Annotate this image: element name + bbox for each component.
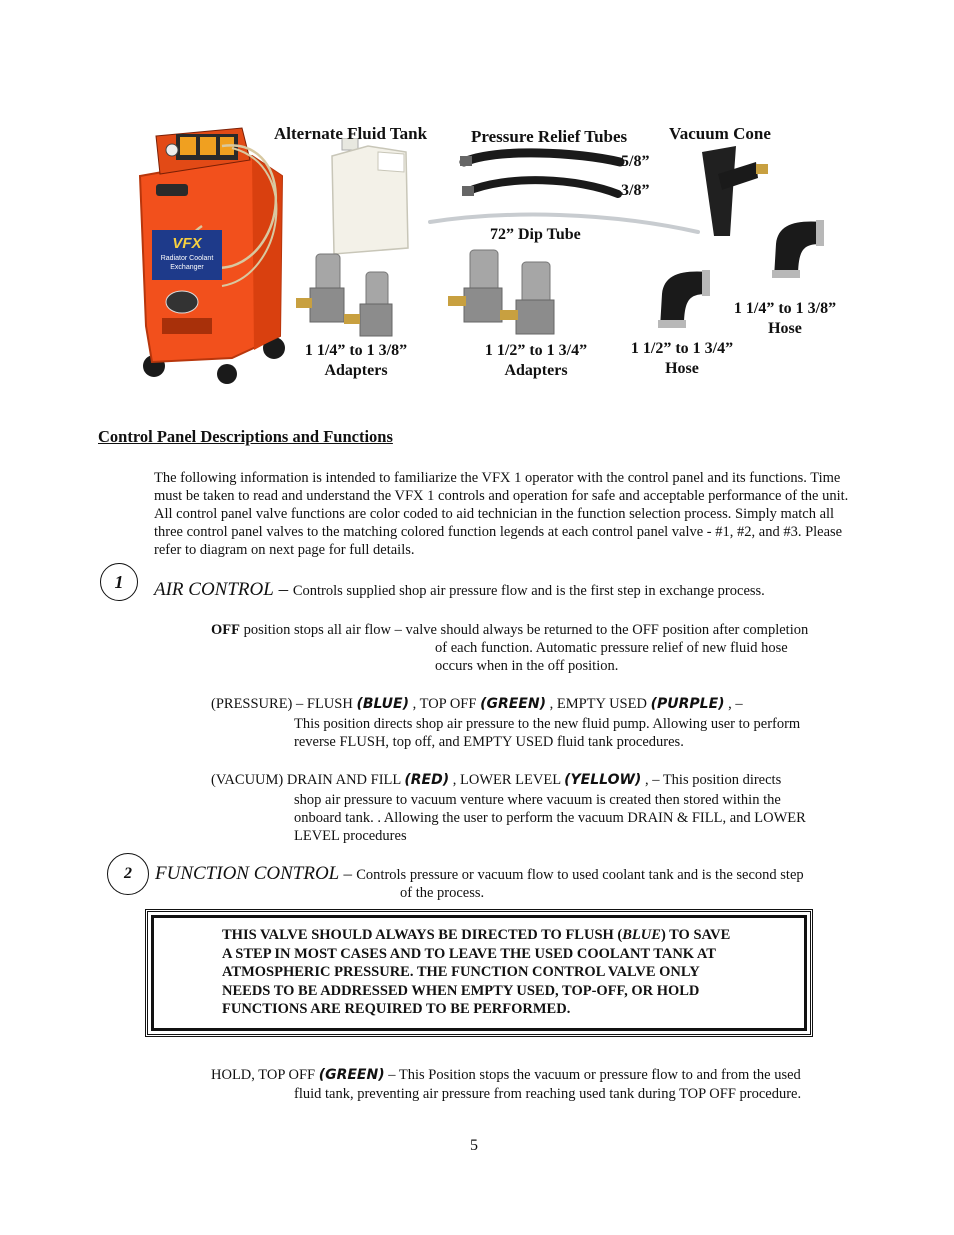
off-bold-label: OFF [211, 622, 240, 638]
warning-box [145, 909, 813, 1037]
item-1-description: Controls supplied shop air pressure flow and is the first step in exchange process. [292, 583, 765, 599]
pressure-line-3: reverse FLUSH, top off, and EMPTY USED fluid tank procedures. [294, 734, 684, 750]
fluid-tank-image [328, 138, 410, 258]
item-1-dash: – [273, 579, 293, 600]
machine-brand-text: VFX [172, 235, 202, 252]
vacuum-text-b: , LOWER LEVEL [449, 772, 565, 788]
vacuum-line-3: onboard tank. . Allowing the user to perform the vacuum DRAIN & FILL, and LOWER [294, 810, 806, 826]
off-line-1 [211, 621, 808, 639]
hold-green: (GREEN) [318, 1067, 385, 1083]
hold-line-1 [211, 1066, 801, 1084]
vacuum-line-1 [211, 771, 781, 789]
vacuum-line-2: shop air pressure to vacuum venture where vacuum is created then stored within the [294, 792, 781, 808]
label-adapters-1: 1 1/4” to 1 3/8” Adapters [304, 342, 408, 379]
machine-sub1-text: Radiator Coolant [160, 255, 214, 262]
section-heading: Control Panel Descriptions and Functions [98, 427, 393, 446]
label-vacuum-cone: Vacuum Cone [669, 124, 771, 143]
item-2-heading-line [155, 863, 804, 885]
hose-elbow-2-image [768, 216, 828, 282]
warning-line-1a: THIS VALVE SHOULD ALWAYS BE DIRECTED TO FLUSH ( [222, 927, 623, 943]
item-2-description: Controls pressure or vacuum flow to used coolant tank and is the second step [356, 867, 804, 883]
adapters-1-image [292, 252, 410, 342]
hold-line-2: fluid tank, preventing air pressure from reaching used tank during TOP OFF procedure. [294, 1086, 802, 1102]
off-text: position stops all air flow – valve should always be returned to the OFF position after completion [240, 622, 809, 638]
pressure-text-b: , TOP OFF [409, 696, 481, 712]
product-figure [0, 0, 954, 400]
vacuum-text-a: (VACUUM) DRAIN AND FILL [211, 772, 405, 788]
off-line-2: of each function. Automatic pressure relief of new fluid hose [435, 640, 788, 656]
pressure-text-a: (PRESSURE) – FLUSH [211, 696, 357, 712]
intro-paragraph: The following information is intended to familiarize the VFX 1 operator with the control panel and its functions. Time must be taken to read and understand the VFX 1 controls and operation for safe and acceptable performance of the unit. All control panel valve functions are color coded to aid technician in the function selection process. Simply match all three control panel valves to the matching colored function legends at each control panel valve - #1, #2, and #3. Please refer to diagram on next page for full details. [154, 470, 849, 558]
pressure-green: (GREEN) [480, 696, 546, 712]
pressure-line-1 [211, 695, 743, 713]
label-hose-2: 1 1/4” to 1 3/8” Hose [733, 300, 837, 337]
label-tube-3-8: 3/8” [621, 182, 650, 199]
label-alternate-fluid-tank: Alternate Fluid Tank [274, 124, 428, 143]
warning-line-1b: ) TO SAVE [660, 927, 731, 943]
label-dip-tube: 72” Dip Tube [490, 226, 581, 243]
item-2-description-line-2: of the process. [400, 885, 485, 901]
vacuum-yellow: (YELLOW) [564, 772, 642, 788]
item-2-number: 2 [124, 865, 132, 882]
item-2-title: FUNCTION CONTROL [155, 863, 340, 884]
vfx-machine-image [132, 126, 302, 384]
pressure-text-c: , EMPTY USED [545, 696, 651, 712]
item-1-number-circle [100, 563, 138, 601]
hold-text-a: HOLD, TOP OFF [211, 1067, 319, 1083]
item-2-dash: – [339, 864, 357, 883]
label-pressure-relief-tubes: Pressure Relief Tubes [471, 127, 628, 146]
relief-tubes-image [458, 148, 626, 208]
warning-blue: BLUE [622, 927, 661, 943]
machine-sub2-text: Exchanger [170, 264, 204, 271]
item-1-number: 1 [114, 571, 124, 592]
pressure-blue: (BLUE) [356, 696, 409, 712]
pressure-text-d: , – [724, 696, 743, 712]
page-number: 5 [470, 1137, 478, 1154]
pressure-line-2: This position directs shop air pressure to the new fluid pump. Allowing user to perform [294, 716, 801, 732]
warning-line-2: A STEP IN MOST CASES AND TO LEAVE THE USED COOLANT TANK AT [222, 945, 716, 962]
vacuum-cone-image [694, 144, 774, 240]
item-1-heading-line [154, 579, 765, 601]
label-tube-5-8: 5/8” [621, 153, 650, 170]
hold-text-b: – This Position stops the vacuum or pressure flow to and from the used [384, 1067, 801, 1083]
warning-line-4: NEEDS TO BE ADDRESSED WHEN EMPTY USED, TOP-OFF, OR HOLD [222, 982, 700, 999]
warning-text [222, 926, 730, 1019]
off-line-3: occurs when in the off position. [435, 658, 619, 674]
vacuum-line-4: LEVEL procedures [294, 828, 407, 844]
warning-line-3: ATMOSPHERIC PRESSURE. THE FUNCTION CONTROL VALVE ONLY [222, 964, 700, 980]
vacuum-red: (RED) [404, 772, 450, 788]
hose-elbow-1-image [652, 264, 714, 332]
label-adapters-2: 1 1/2” to 1 3/4” Adapters [484, 342, 588, 379]
pressure-purple: (PURPLE) [650, 696, 725, 712]
item-2-number-circle [107, 853, 149, 895]
warning-line-5: FUNCTIONS ARE REQUIRED TO BE PERFORMED. [222, 1001, 571, 1017]
item-1-title: AIR CONTROL [154, 579, 274, 600]
label-hose-1: 1 1/2” to 1 3/4” Hose [630, 340, 734, 377]
vacuum-text-c: , – This position directs [641, 772, 782, 788]
adapters-2-image [446, 248, 562, 338]
warning-line-1 [222, 926, 730, 945]
